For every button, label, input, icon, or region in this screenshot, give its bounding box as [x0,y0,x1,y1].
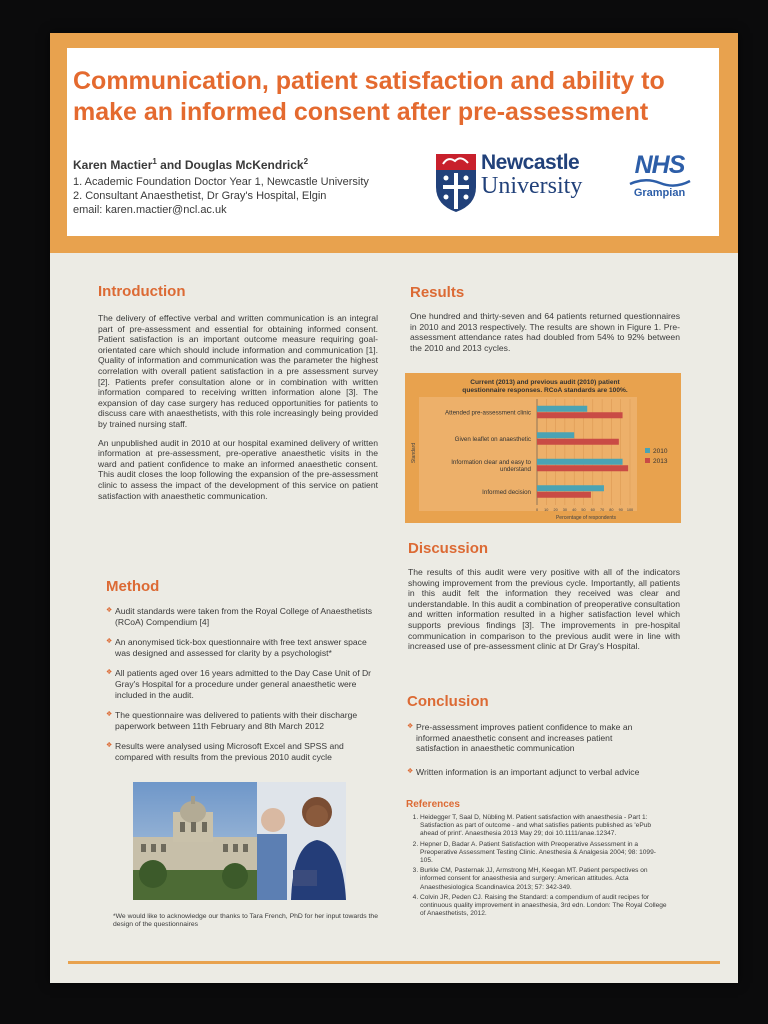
newcastle-line1: Newcastle [481,151,580,174]
authors-block [73,155,369,217]
reference-item: 3. Burkle CM, Pasternak JJ, Armstrong MH, Keegan MT. Patient perspectives on informed consent for anaesthesia and surgery: American attitudes. Acta Anaesthesiologica Scandinavica 2013; 57: 342-349. [420,867,668,892]
method-heading: Method [106,578,160,595]
chart-bar [537,465,628,471]
photo-illustration [133,782,346,900]
poster [50,33,738,983]
author-1-sup: 1 [152,157,157,166]
author-2-sup: 2 [303,157,309,166]
conclusion-section [407,693,657,777]
author-1: Karen Mactier [73,158,153,172]
references-section [406,799,668,920]
poster-title: Communication, patient satisfaction and ability to make an informed consent after pre-assessment [73,67,665,126]
chart-tick-label: 60 [590,508,595,512]
chart-tick-label: 100 [626,508,634,512]
chart-tick-label: 20 [553,508,558,512]
chart-bar [537,412,623,418]
author-names [73,155,369,172]
conclusion-item: ❖ Written information is an important adjunct to verbal advice [407,767,657,778]
author-and: and [160,158,182,172]
chart-tick-label: 80 [609,508,614,512]
chart-tick-label: 30 [562,508,568,512]
references-list [406,814,668,918]
newcastle-line2: University [481,173,583,199]
header-band [50,33,738,253]
results-chart [405,373,681,523]
discussion-heading: Discussion [408,540,489,557]
conclusion-list [407,722,657,777]
method-item: ❖ An anonymised tick-box questionnaire with free text answer space was designed and assessed for clarity by a psychologist* [106,637,378,658]
introduction-paragraph-1: The delivery of effective verbal and written communication is an integral part of pre-assessment and essential for obtaining informed consent. Patient satisfaction is an important outcome measure requiring goal-orientated care which should include information and communication [1]. Quality of information and communication was the parameter the highest correlation with overall patient satisfaction in a pre assessment survey [2]. Patients prefer consultation alone or in combination with written information compared to receiving written information alone [3]. The expansion of day case surgery has reduced opportunities for patients to discuss care with anaesthetists, with this role increasingly being provided by trained nursing staff. [98,313,378,429]
chart-title-line-1: Current (2013) and previous audit (2010) patient [470,379,620,386]
chart-category-label: Given leaflet on anaesthetic [454,435,531,443]
chart-legend-swatch [645,458,650,463]
chart-legend-label: 2010 [653,448,668,455]
method-item: ❖ All patients aged over 16 years admitted to the Day Case Unit of Dr Gray's Hospital for a procedure under general anaesthetic were included in the audit. [106,668,378,700]
chart-tick-label: 10 [544,508,549,512]
email: email: karen.mactier@ncl.ac.uk [73,204,227,216]
chart-legend-swatch [645,448,650,453]
reference-item: 4. Colvin JR, Peden CJ. Raising the Standard: a compendium of audit recipes for continuous quality improvement in anaesthesia, 3rd edn. London: The Royal College of Anaesthetists, 2012. [420,894,668,919]
newcastle-university-logo [435,151,595,215]
reference-item: 2. Hepner D, Badar A. Patient Satisfaction with Preoperative Assessment in a Preoperative Assessment Testing Clinic. Anesthesia & Analgesia 2004; 98: 1099-105. [420,841,668,866]
author-2: Douglas McKendrick [184,158,304,172]
conclusion-heading: Conclusion [407,693,489,710]
crest-icon [435,153,477,213]
chart-tick-label: 70 [599,508,605,512]
results-section [410,284,680,353]
results-heading: Results [410,284,465,301]
acknowledgement: *We would like to acknowledge our thanks to Tara French, PhD for her input towards the design of the questionnaires [113,913,378,929]
header-box [67,48,719,236]
discussion-section [408,540,680,652]
chart-tick-label: 50 [581,508,586,512]
method-item: ❖ Results were analysed using Microsoft Excel and SPSS and compared with results from the previous 2010 audit cycle [106,741,378,762]
affiliation-2: 2. Consultant Anaesthetist, Dr Gray's Hospital, Elgin [73,190,327,202]
chart-tick-label: 0 [535,508,539,512]
method-list [106,606,378,763]
discussion-paragraph: The results of this audit were very positive with all of the indicators showing improvement from the previous cycle. Importantly, all patients in this audit felt the information they received was clear and understandable. In this audit a combination of preoperative consultation and written information resulted in a higher satisfaction level which supports previous findings [3]. The improvements in pre-hospital communication in comparison to the previous audit were in line with increased use of pre-assessment clinic at Dr Gray's Hospital. [408,567,680,652]
introduction-heading: Introduction [98,283,186,300]
introduction-section [98,283,378,501]
chart-bar [537,459,623,465]
reference-item: 1. Heidegger T, Saal D, Nübling M. Patient satisfaction with anaesthesia - Part 1: Satisfaction as part of outcome - and what satisfies patients published as 'ePub ahead of print'. Anaesthesia 2013 May 29; doi 10.1111/anae.12347. [420,814,668,839]
chart-legend-label: 2013 [653,458,668,465]
nhs-mark: NHS [634,151,685,179]
chart-title-line-2: questionnaire responses. RCoA standards are 100%. [462,387,628,394]
chart-svg [405,373,681,523]
chart-bar [537,485,604,491]
chart-ylabel: Standard [411,442,417,464]
chart-bar [537,492,591,498]
affiliation-1: 1. Academic Foundation Doctor Year 1, Newcastle University [73,176,369,188]
chart-bar [537,432,574,438]
method-section [106,578,378,763]
chart-category-label: Informed decision [482,488,531,496]
chart-bar [537,406,587,412]
references-heading: References [406,799,460,810]
nhs-grampian-text: Grampian [633,187,686,199]
chart-category-label: understand [500,465,531,473]
hospital-photo [133,782,346,900]
bottom-rule [68,961,720,964]
chart-tick-label: 40 [572,508,577,512]
method-item: ❖ Audit standards were taken from the Royal College of Anaesthetists (RCoA) Compendium [4] [106,606,378,627]
chart-bar [537,439,619,445]
method-item: ❖ The questionnaire was delivered to patients with their discharge paperwork between 11th February and 8th March 2012 [106,710,378,731]
newcastle-wordmark [481,151,582,200]
nhs-grampian-logo [622,151,697,199]
chart-tick-label: 90 [618,508,623,512]
conclusion-item: ❖ Pre-assessment improves patient confidence to make an informed anaesthetic consent and increases patient satisfaction in anaesthetic communication [407,722,657,754]
chart-category-label: Information clear and easy to [451,458,531,466]
introduction-paragraph-2: An unpublished audit in 2010 at our hospital examined delivery of written information at pre-assessment, pre-operative anaesthetic visits in the ward and patient confidence to make an informed anaesthetic consent. This audit closes the loop following the expansion of the pre-assessment clinic to assess the impact of the development of this service on patient satisfaction with anaesthetic communication. [98,437,378,501]
results-paragraph: One hundred and thirty-seven and 64 patients returned questionnaires in 2010 and 2013 respectively. The results are shown in Figure 1. Pre-assessment attendance rates had doubled from 54% to 92% between the 2010 and 2013 cycles. [410,311,680,353]
chart-category-label: Attended pre-assessment clinic [445,409,531,417]
chart-xlabel: Percentage of respondents [555,515,617,521]
